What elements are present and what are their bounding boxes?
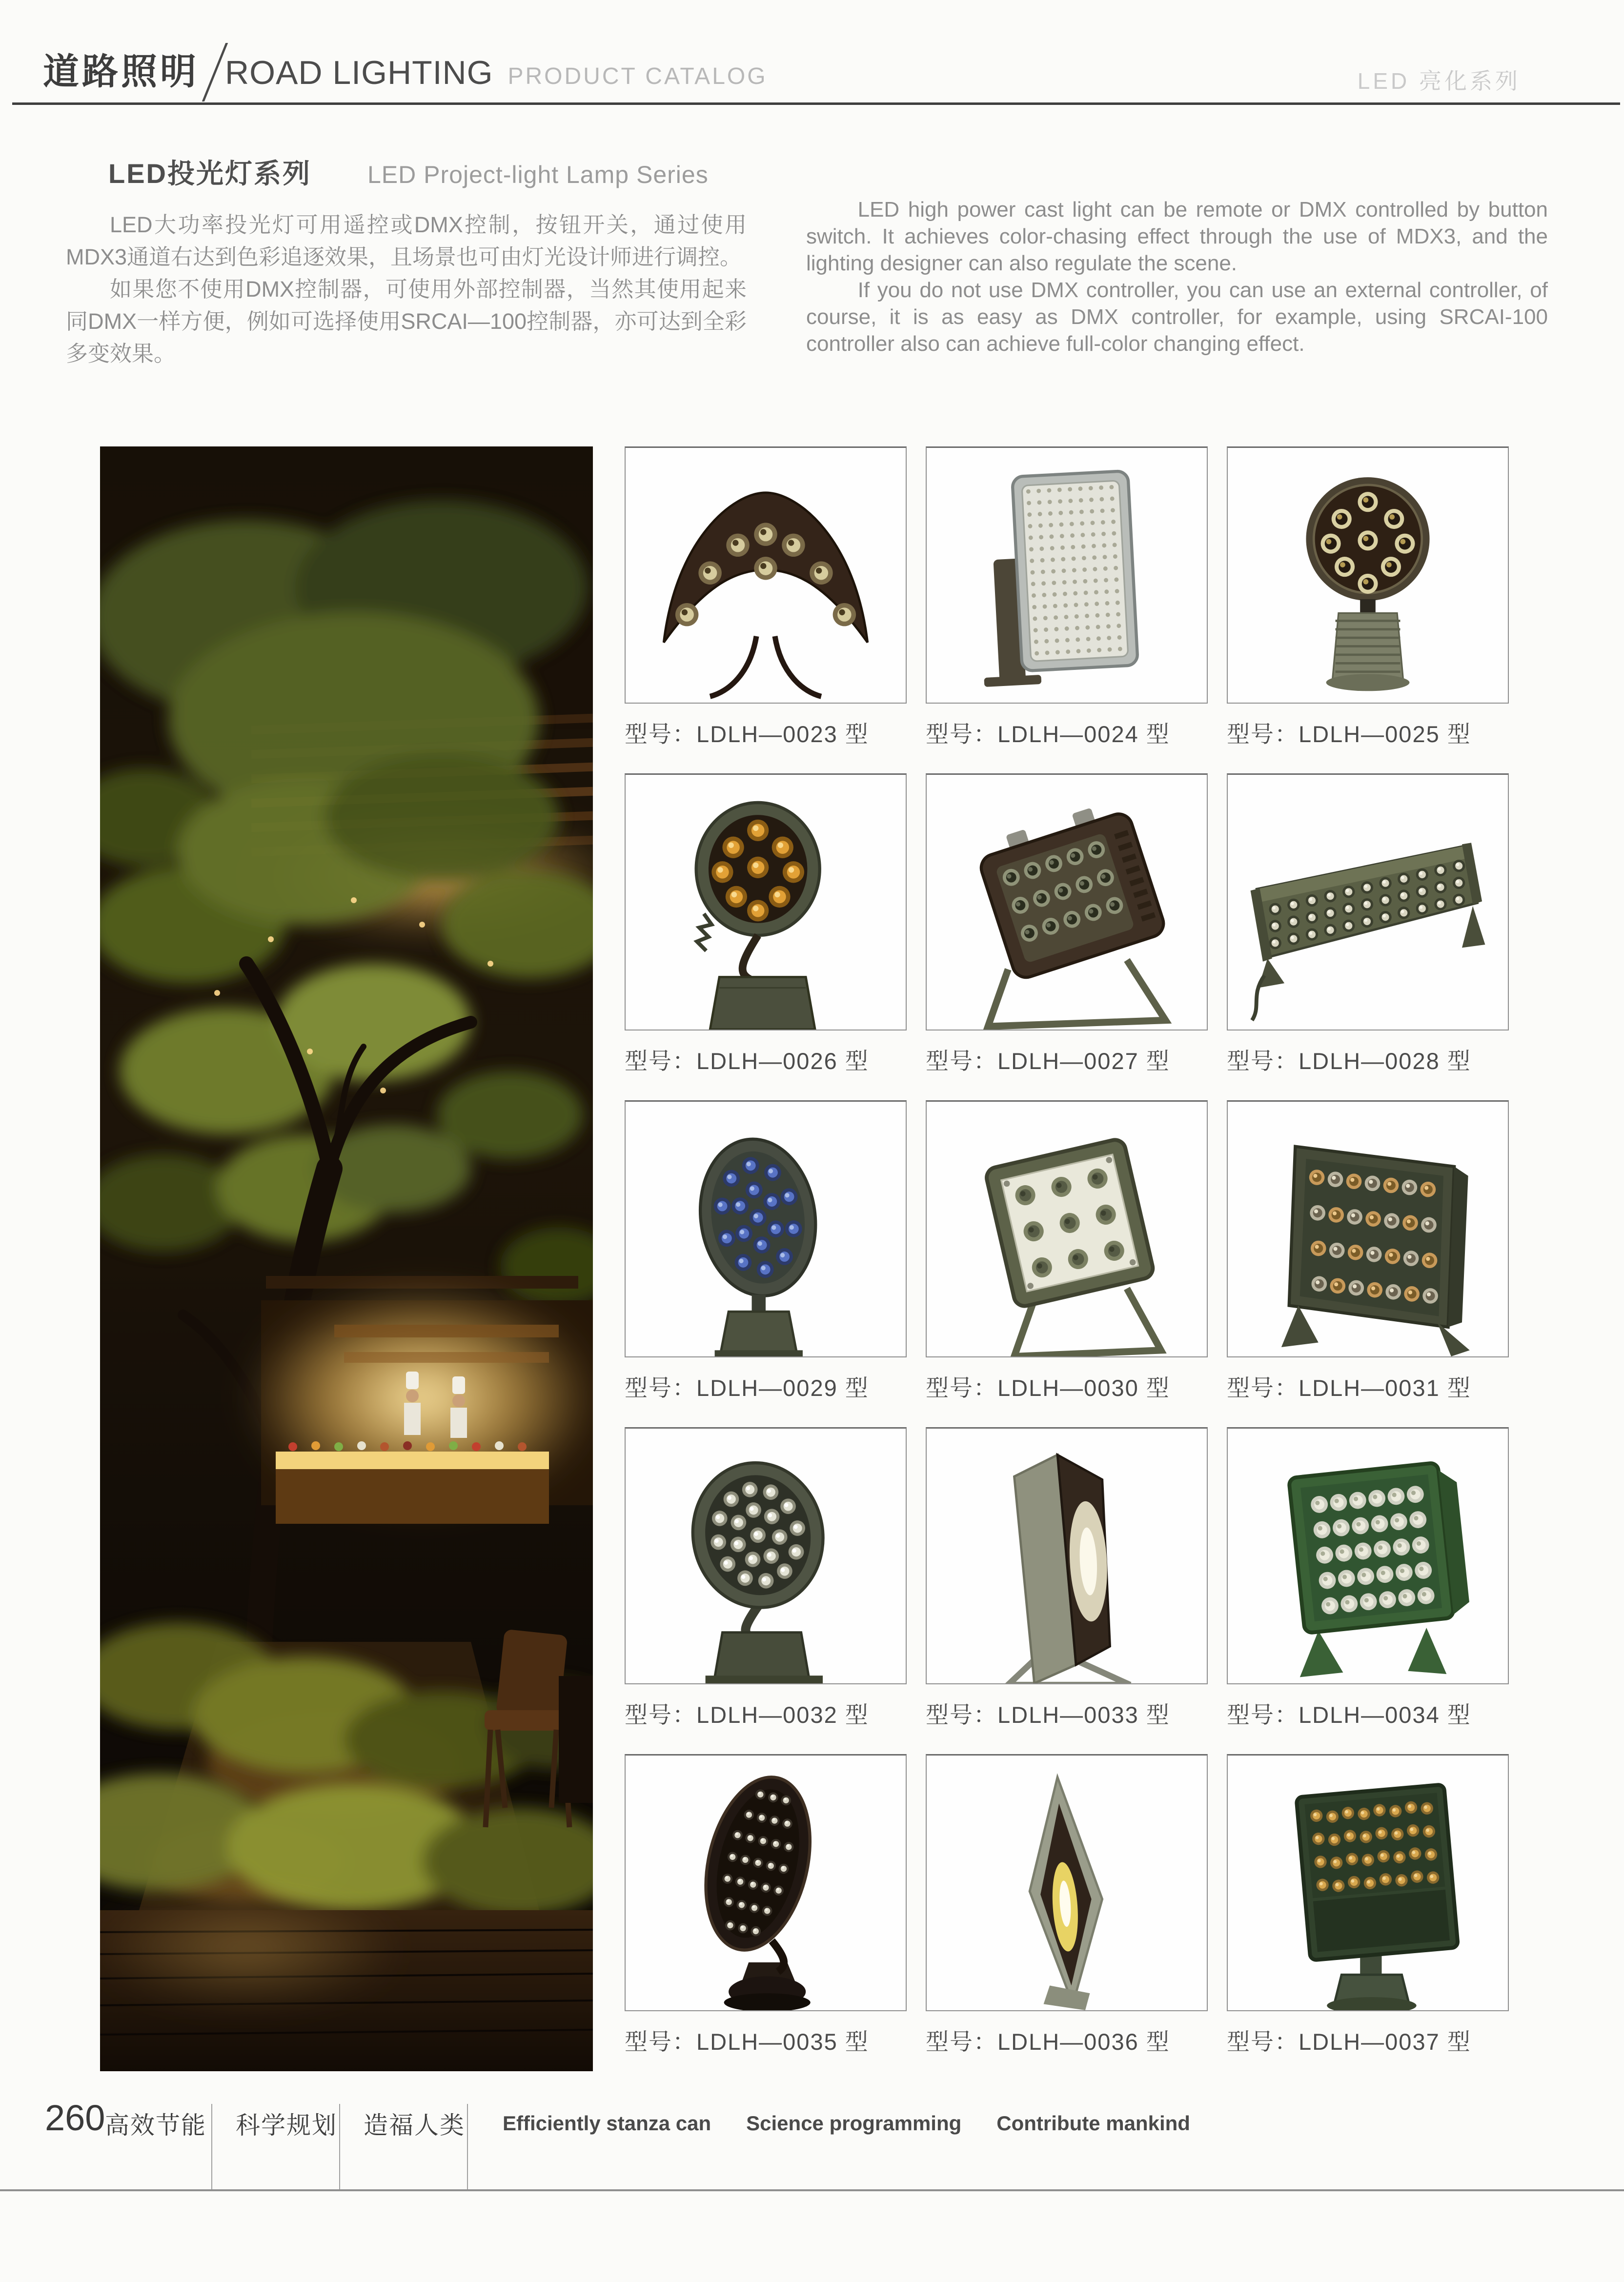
- flat-panel-flood-image: [926, 446, 1208, 704]
- product-model-label: 型号：LDLH—0026 型: [625, 1048, 869, 1074]
- product-cell: [1227, 1100, 1509, 1427]
- slash-divider: [202, 43, 228, 101]
- footer-slogans-en: [503, 2112, 1190, 2135]
- led-panel-pedestal-image: [1227, 1754, 1509, 2011]
- product-model-label: 型号：LDLH—0024 型: [926, 721, 1170, 747]
- intro-text-en: [806, 196, 1548, 357]
- product-model-label: 型号：LDLH—0030 型: [926, 1375, 1170, 1401]
- section-title-cn: LED投光灯系列: [108, 158, 311, 189]
- product-model-label: 型号：LDLH—0035 型: [625, 2029, 869, 2055]
- product-model-label: 型号：LDLH—0029 型: [625, 1375, 869, 1401]
- footer-rule: [0, 2189, 1624, 2191]
- product-cell: [625, 1427, 907, 1754]
- intro-paragraph-cn: 如果您不使用DMX控制器，可使用外部控制器，当然其使用起来同DMX一样方便，例如可选择使用SRCAI—100控制器，亦可达到全彩多变效果。: [66, 277, 747, 366]
- product-cell: [926, 773, 1208, 1100]
- round-spot-blue-image: [625, 1100, 907, 1357]
- product-cell: [625, 1754, 907, 2081]
- cob-flood-edge-image: [926, 1754, 1208, 2011]
- intro-paragraph-cn: LED大功率投光灯可用遥控或DMX控制，按钮开关，通过使用MDX3通道右达到色彩追逐效果，且场景也可由灯光设计师进行调控。: [66, 212, 747, 269]
- footer-slogan-cn: 高效节能: [105, 2112, 206, 2139]
- product-cell: [926, 1100, 1208, 1427]
- section-title-en: LED Project-light Lamp Series: [367, 161, 709, 188]
- linear-wall-washer-image: [1227, 773, 1509, 1030]
- product-model-label: 型号：LDLH—0025 型: [1227, 721, 1471, 747]
- arc-cluster-lamp-image: [625, 446, 907, 704]
- product-model-label: 型号：LDLH—0023 型: [625, 721, 869, 747]
- section-title-row: [108, 152, 709, 191]
- intro-text-cn: [66, 209, 747, 370]
- footer-slogan-en: Science programming: [746, 2112, 962, 2135]
- product-cell: [625, 773, 907, 1100]
- cob-flood-stand-image: [926, 1427, 1208, 1684]
- product-cell: [926, 446, 1208, 773]
- brand-subtitle: PRODUCT CATALOG: [508, 63, 768, 89]
- product-model-label: 型号：LDLH—0027 型: [926, 1048, 1170, 1074]
- tilted-flood-white-image: [926, 1100, 1208, 1357]
- product-cell: [1227, 1754, 1509, 2081]
- product-cell: [625, 1100, 907, 1427]
- footer-divider: [467, 2104, 468, 2189]
- page-header-brand: [43, 43, 768, 101]
- header-rule: [12, 102, 1620, 105]
- intro-paragraph-en: LED high power cast light can be remote or DMX controlled by button switch. It achieves color-chasing effect through the use of MDX3, and the lighting designer can also regulate the scene.: [806, 198, 1548, 275]
- round-spot-pole-white-image: [625, 1427, 907, 1684]
- led-grid-panel-feet-image: [1227, 1427, 1509, 1684]
- round-lamp-dome-base-image: [625, 1754, 907, 2011]
- product-cell: [1227, 1427, 1509, 1754]
- footer-slogan-en: Contribute mankind: [996, 2112, 1190, 2135]
- courtyard-night-photo: [100, 446, 593, 2071]
- round-spot-box-amber-image: [625, 773, 907, 1030]
- tilted-flood-image: [926, 773, 1208, 1030]
- product-cell: [625, 446, 907, 773]
- product-model-label: 型号：LDLH—0036 型: [926, 2029, 1170, 2055]
- product-model-label: 型号：LDLH—0034 型: [1227, 1702, 1471, 1728]
- product-grid: [625, 446, 1509, 2081]
- page-number: 260: [45, 2098, 105, 2138]
- product-cell: [926, 1754, 1208, 2081]
- round-spot-pedestal-image: [1227, 446, 1509, 704]
- product-model-label: 型号：LDLH—0033 型: [926, 1702, 1170, 1728]
- product-model-label: 型号：LDLH—0032 型: [625, 1702, 869, 1728]
- brand-title-en: ROAD LIGHTING: [225, 54, 493, 91]
- footer-slogan-en: Efficiently stanza can: [503, 2112, 711, 2135]
- intro-paragraph-en: If you do not use DMX controller, you can use an external controller, of course, it is as easy as DMX controller, for example, using SRCAI-100 controller also can achieve full-color changing effect.: [806, 278, 1548, 356]
- product-cell: [1227, 446, 1509, 773]
- brand-title-cn: 道路照明: [43, 51, 199, 92]
- product-cell: [926, 1427, 1208, 1754]
- footer-slogan-cn: 科学规划: [236, 2112, 337, 2139]
- product-model-label: 型号：LDLH—0037 型: [1227, 2029, 1471, 2055]
- product-model-label: 型号：LDLH—0031 型: [1227, 1375, 1471, 1401]
- series-label: LED 亮化系列: [1357, 68, 1521, 94]
- footer-divider: [339, 2104, 340, 2189]
- product-cell: [1227, 773, 1509, 1100]
- footer-slogan-cn: 造福人类: [364, 2112, 465, 2139]
- led-grid-panel-image: [1227, 1100, 1509, 1357]
- footer-divider: [211, 2104, 212, 2189]
- product-model-label: 型号：LDLH—0028 型: [1227, 1048, 1471, 1074]
